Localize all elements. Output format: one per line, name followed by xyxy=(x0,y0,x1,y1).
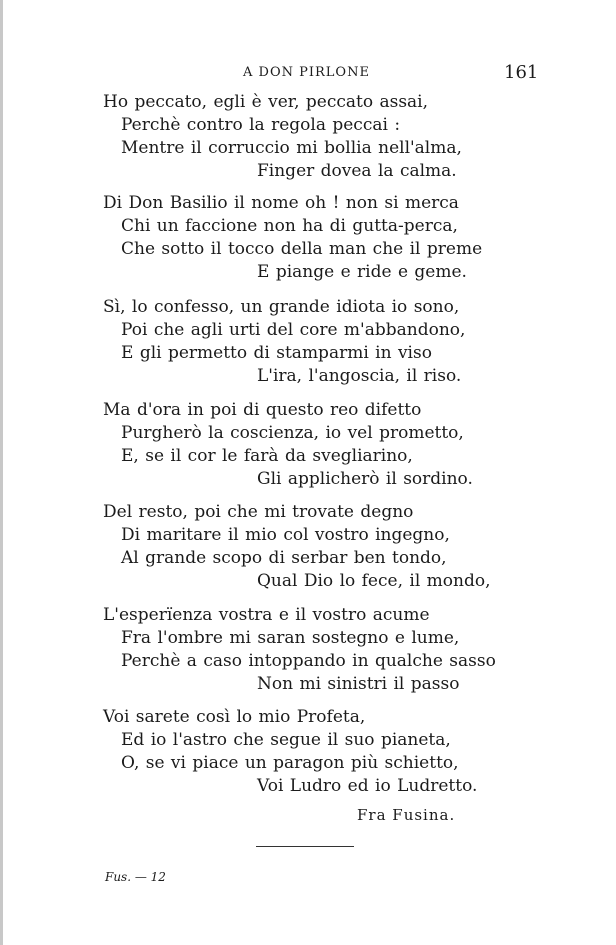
poem-line: Poi che agli urti del core m'abbandono, xyxy=(121,320,466,340)
poem-line: Che sotto il tocco della man che il preme xyxy=(121,239,483,259)
running-head xyxy=(0,62,616,84)
poem-line: Gli applicherò il sordino. xyxy=(257,469,473,489)
poem-line: Mentre il corruccio mi bollia nell'alma, xyxy=(121,138,462,158)
author-signature: Fra Fusina. xyxy=(357,806,456,824)
poem-line: Non mi sinistri il passo xyxy=(257,674,460,694)
poem-line: Ma d'ora in poi di questo reo difetto xyxy=(103,400,422,420)
poem-line: Finger dovea la calma. xyxy=(257,161,457,181)
poem-line: E, se il cor le farà da svegliarino, xyxy=(121,446,413,466)
poem-line: Al grande scopo di serbar ben tondo, xyxy=(121,548,447,568)
poem-line: L'esperïenza vostra e il vostro acume xyxy=(103,605,430,625)
poem-line: Del resto, poi che mi trovate degno xyxy=(103,502,414,522)
poem-line: L'ira, l'angoscia, il riso. xyxy=(257,366,462,386)
poem-line: Chi un faccione non ha di gutta-perca, xyxy=(121,216,458,236)
poem-line: Voi Ludro ed io Ludretto. xyxy=(257,776,478,796)
poem-line: Perchè contro la regola peccai : xyxy=(121,115,401,135)
poem-line: Purgherò la coscienza, io vel prometto, xyxy=(121,423,464,443)
poem-line: O, se vi piace un paragon più schietto, xyxy=(121,753,459,773)
running-title: A DON PIRLONE xyxy=(243,65,370,80)
poem-line: Voi sarete così lo mio Profeta, xyxy=(103,707,366,727)
poem-line: Perchè a caso intoppando in qualche sasso xyxy=(121,651,496,671)
poem-line: E piange e ride e geme. xyxy=(257,262,467,282)
poem-line: Ho peccato, egli è ver, peccato assai, xyxy=(103,92,429,112)
poem-line: Di Don Basilio il nome oh ! non si merca xyxy=(103,193,459,213)
poem-line: Qual Dio lo fece, il mondo, xyxy=(257,571,491,591)
binding-edge xyxy=(0,0,3,945)
poem-line: E gli permetto di stamparmi in viso xyxy=(121,343,432,363)
printer-signature-mark: Fus. — 12 xyxy=(105,870,166,884)
poem-line: Fra l'ombre mi saran sostegno e lume, xyxy=(121,628,460,648)
divider-rule xyxy=(256,846,354,847)
poem-line: Sì, lo confesso, un grande idiota io sono, xyxy=(103,297,460,317)
poem-line: Di maritare il mio col vostro ingegno, xyxy=(121,525,450,545)
poem-line: Ed io l'astro che segue il suo pianeta, xyxy=(121,730,451,750)
page-number: 161 xyxy=(504,62,539,83)
